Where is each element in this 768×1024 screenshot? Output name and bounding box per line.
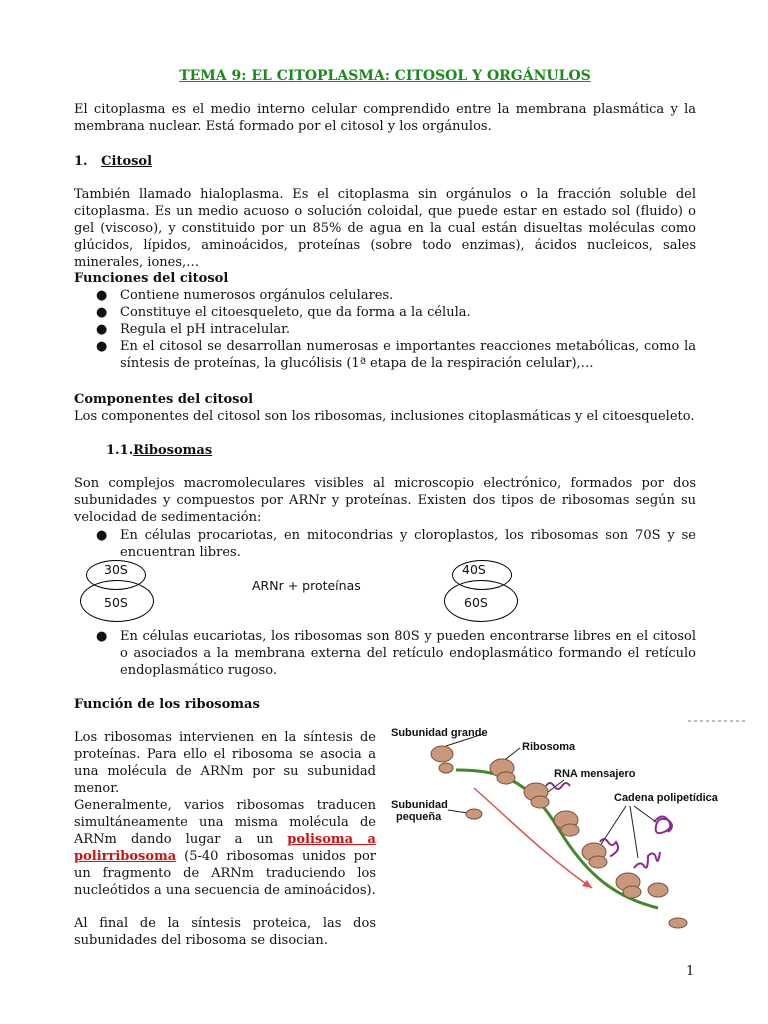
polisoma-link[interactable]: polisoma a polirribosoma [74, 832, 376, 864]
label-30s: 30S [104, 562, 128, 577]
list-item: ● Constituye el citoesqueleto, que da forma a la célula. [96, 305, 471, 320]
pointer-line [634, 806, 656, 822]
ribosome [490, 759, 515, 784]
section-1-heading [74, 153, 152, 170]
section-1-number: 1. [74, 154, 88, 169]
list-item: ● En células procariotas, en mitocondrias y cloroplastos, los ribosomas son 70S y se encuentran libres. [96, 528, 696, 560]
citosol-paragraph: También llamado hialoplasma. Es el citoplasma sin orgánulos o la fracción soluble del citoplasma. Es un medio acuoso o solución coloidal, que puede estar en estado sol (fluido) o gel (viscoso), y constituido por un 85% de agua en la cual están disueltas moléculas como glúcidos, lípidos, aminoácidos, proteínas (sobre todo enzimas), ácidos nucleicos, sales minerales, iones,… [74, 187, 696, 270]
ribosomas-heading [106, 442, 212, 459]
componentes-paragraph: Los componentes del citosol son los ribosomas, inclusiones citoplasmáticas y el citoesqueleto. [74, 409, 695, 424]
ribosomas-paragraph: Son complejos macromoleculares visibles al microscopio electrónico, formados por dos subunidades y compuestos por ARNr y proteínas. Existen dos tipos de ribosomas según su velocidad de sedimentación: [74, 476, 696, 525]
ribosome [554, 811, 579, 836]
bullet-icon: ● [96, 339, 108, 354]
label-rna-mensajero: RNA mensajero [554, 768, 636, 780]
bullet-icon: ● [96, 629, 108, 644]
section-1-title: Citosol [101, 154, 153, 169]
list-item: ● En células eucariotas, los ribosomas son 80S y pueden encontrarse libres en el citosol o asociados a la membrana externa del retículo endoplasmático formando el retículo endoplasmático rugoso. [96, 629, 696, 678]
page-title: TEMA 9: EL CITOPLASMA: CITOSOL Y ORGÁNULOS [179, 68, 591, 84]
free-subunit [431, 746, 453, 762]
list-item: ● En el citosol se desarrollan numerosas e importantes reacciones metabólicas, como la síntesis de proteínas, la glucólisis (1ª etapa de la respiración celular),… [96, 339, 696, 371]
ribosomas-number: 1.1. [106, 443, 134, 458]
funcion-paragraph-1: Los ribosomas intervienen en la síntesis de proteínas. Para ello el ribosoma se asocia a una molécula de ARNm por su subunidad menor. [74, 730, 376, 796]
ribosomas-list-1 [74, 527, 696, 561]
free-subunit [439, 763, 453, 773]
label-arnr-proteinas: ARNr + proteínas [252, 578, 361, 593]
bullet-icon: ● [96, 528, 108, 543]
ribosomas-title: Ribosomas [133, 443, 213, 458]
label-50s: 50S [104, 595, 128, 610]
label-subunidad-pequena-1: Subunidad [391, 799, 448, 811]
label-60s: 60S [464, 595, 488, 610]
polypeptide-chain [654, 816, 672, 833]
funciones-heading: Funciones del citosol [74, 271, 229, 286]
ribosomas-list-2 [74, 628, 696, 679]
componentes-heading: Componentes del citosol [74, 392, 254, 407]
label-cadena-polipeptidica: Cadena polipetídica [614, 792, 718, 804]
bullet-icon: ● [96, 288, 108, 303]
free-subunit [669, 918, 687, 928]
free-subunit [466, 809, 482, 819]
intro-paragraph: El citoplasma es el medio interno celular comprendido entre la membrana plasmática y la membrana nuclear. Está formado por el citosol y los orgánulos. [74, 102, 696, 134]
bullet-icon: ● [96, 305, 108, 320]
funcion-paragraph-2: Generalmente, varios ribosomas traducen simultáneamente una misma molécula de ARNm dando lugar a un polisoma a polirribosoma (5-40 ribosomas unidos por un fragmento de ARNm traduciendo los nucleótidos a una secuencia de aminoácidos). [74, 798, 376, 898]
funcion-paragraph-3: Al final de la síntesis proteica, las dos subunidades del ribosoma se disocian. [74, 916, 376, 948]
page-number-right: 1 [686, 964, 695, 979]
ribosome [524, 783, 549, 808]
list-item: ● Regula el pH intracelular. [96, 322, 291, 337]
list-item: ● Contiene numerosos orgánulos celulares. [96, 288, 394, 303]
label-ribosoma: Ribosoma [522, 741, 576, 753]
label-subunidad-pequena-2: pequeña [396, 811, 442, 823]
funciones-list [74, 287, 696, 372]
label-subunidad-grande: Subunidad grande [391, 727, 488, 739]
polysome-figure [388, 718, 748, 938]
funcion-ribosomas-heading: Función de los ribosomas [74, 697, 260, 712]
bullet-icon: ● [96, 322, 108, 337]
free-subunit [648, 883, 668, 897]
label-40s: 40S [462, 562, 486, 577]
pointer-line [630, 806, 638, 858]
